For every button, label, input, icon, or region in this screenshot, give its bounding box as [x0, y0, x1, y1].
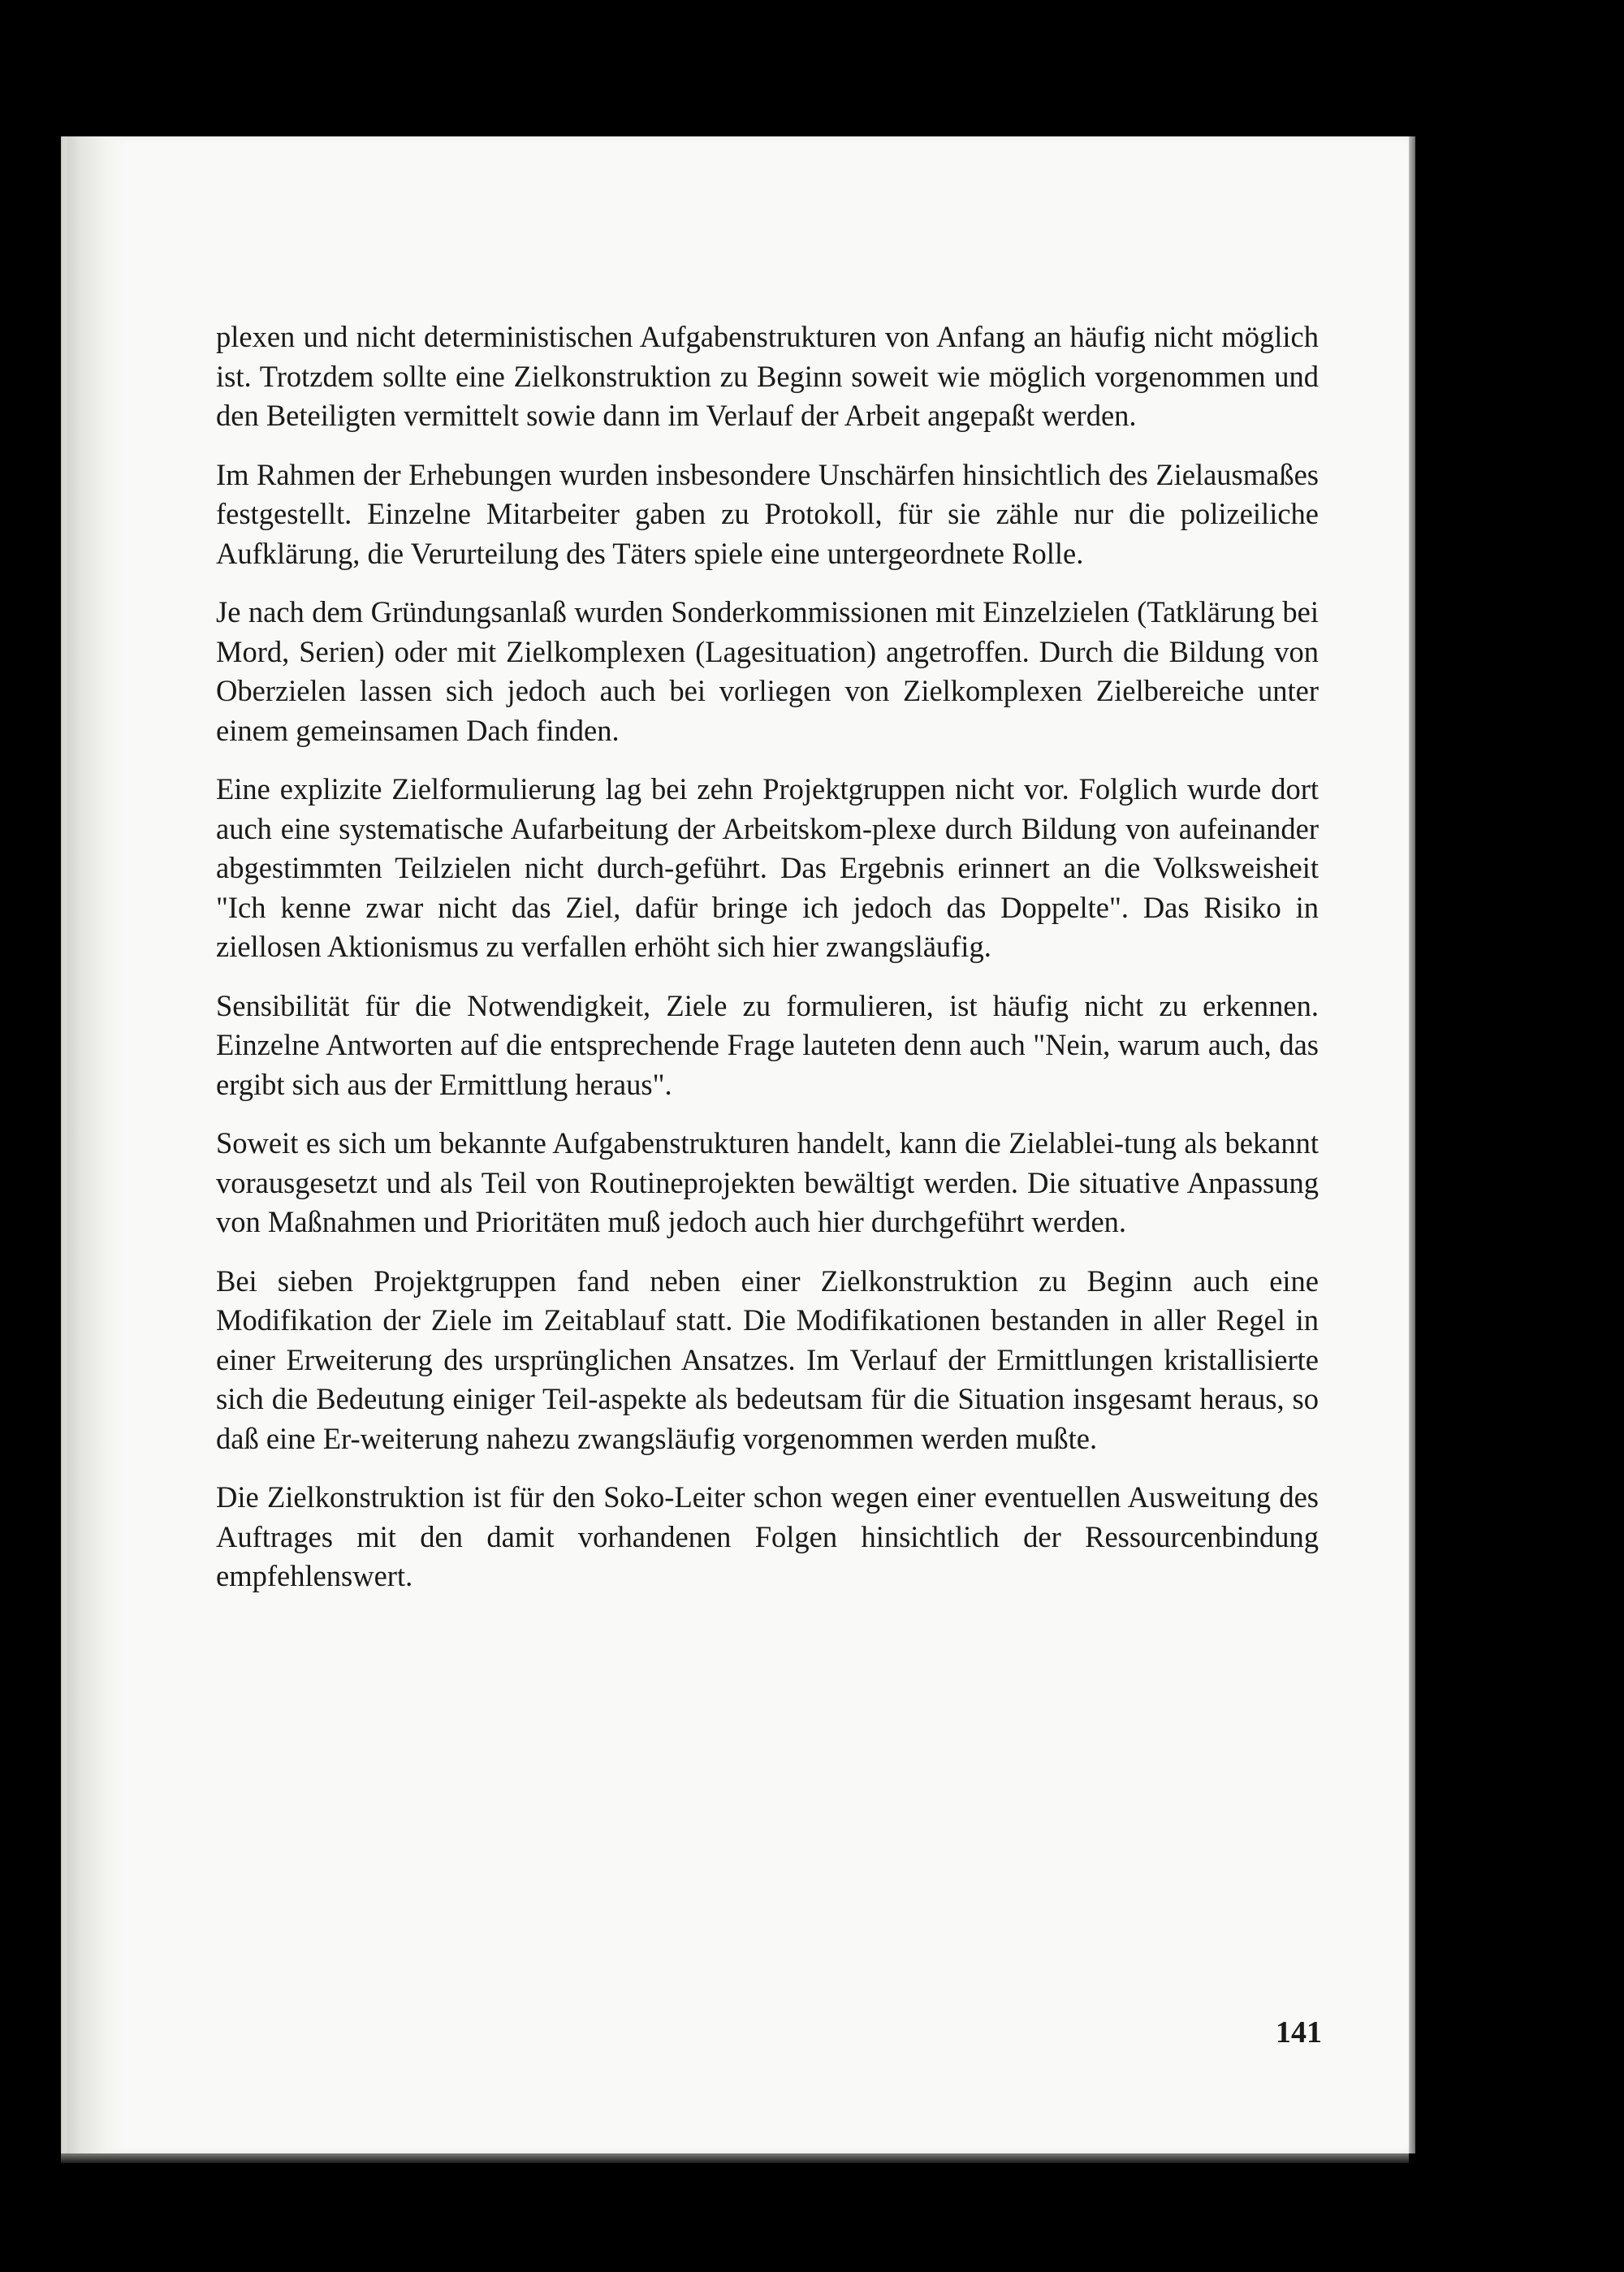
paragraph-2: Im Rahmen der Erhebungen wurden insbesondere Unschärfen hinsichtlich des Zielausmaßes festgestellt. Einzelne Mitarbeiter gaben zu Protokoll, für sie zähle nur die polizeiliche Aufklärung, die Verurteilung des Täters spiele eine untergeordnete Rolle.	[216, 457, 1319, 570]
book-page	[61, 136, 1409, 2153]
paragraph-3: Je nach dem Gründungsanlaß wurden Sonderkommissionen mit Einzelzielen (Tatklärung bei Mord, Serien) oder mit Zielkomplexen (Lagesituation) angetroffen. Durch die Bildung von Oberzielen lassen sich jedoch auch bei vorliegen von Zielkomplexen Zielbereiche unter einem gemeinsamen Dach finden.	[216, 595, 1319, 747]
paragraph-6: Soweit es sich um bekannte Aufgabenstrukturen handelt, kann die Zielablei-tung als bekannt vorausgesetzt und als Teil von Routineprojekten bewältigt werden. Die situative Anpassung von Maßnahmen und Prioritäten muß jedoch auch hier durchgeführt werden.	[216, 1126, 1319, 1238]
page-bottom-edge	[61, 2153, 1409, 2163]
paragraph-7: Bei sieben Projektgruppen fand neben einer Zielkonstruktion zu Beginn auch eine Modifikation der Ziele im Zeitablauf statt. Die Modifikationen bestanden in aller Regel in einer Erweiterung des ursprünglichen Ansatzes. Im Verlauf der Ermittlungen kristallisierte sich die Bedeutung einiger Teil-aspekte als bedeutsam für die Situation insgesamt heraus, so daß eine Er-weiterung nahezu zwangsläufig vorgenommen werden mußte.	[216, 1263, 1319, 1455]
paragraph-5: Sensibilität für die Notwendigkeit, Ziele zu formulieren, ist häufig nicht zu erkennen. Einzelne Antworten auf die entsprechende Frage lauteten denn auch "Nein, warum auch, das ergibt sich aus der Ermittlung heraus".	[216, 988, 1319, 1101]
body-text	[216, 317, 1319, 1616]
page-right-edge	[1409, 136, 1415, 2153]
paragraph-8: Die Zielkonstruktion ist für den Soko-Leiter schon wegen einer eventuellen Ausweitung des Auftrages mit den damit vorhandenen Folgen hinsichtlich der Ressourcenbindung empfehlenswert.	[216, 1480, 1319, 1592]
paragraph-1: plexen und nicht deterministischen Aufgabenstrukturen von Anfang an häufig nicht möglich ist. Trotzdem sollte eine Zielkonstruktion zu Beginn soweit wie möglich vorgenommen und den Beteiligten vermittelt sowie dann im Verlauf der Arbeit angepaßt werden.	[216, 320, 1319, 432]
binding-edge	[63, 136, 67, 2153]
page-gutter-shadow	[61, 136, 126, 2153]
page-number: 141	[1276, 2015, 1322, 2050]
paragraph-4: Eine explizite Zielformulierung lag bei zehn Projektgruppen nicht vor. Folglich wurde dort auch eine systematische Aufarbeitung der Arbeitskom-plexe durch Bildung von aufeinander abgestimmten Teilzielen nicht durch-geführt. Das Ergebnis erinnert an die Volksweisheit "Ich kenne zwar nicht das Ziel, dafür bringe ich jedoch das Doppelte". Das Risiko in ziellosen Aktionismus zu verfallen erhöht sich hier zwangsläufig.	[216, 772, 1319, 963]
